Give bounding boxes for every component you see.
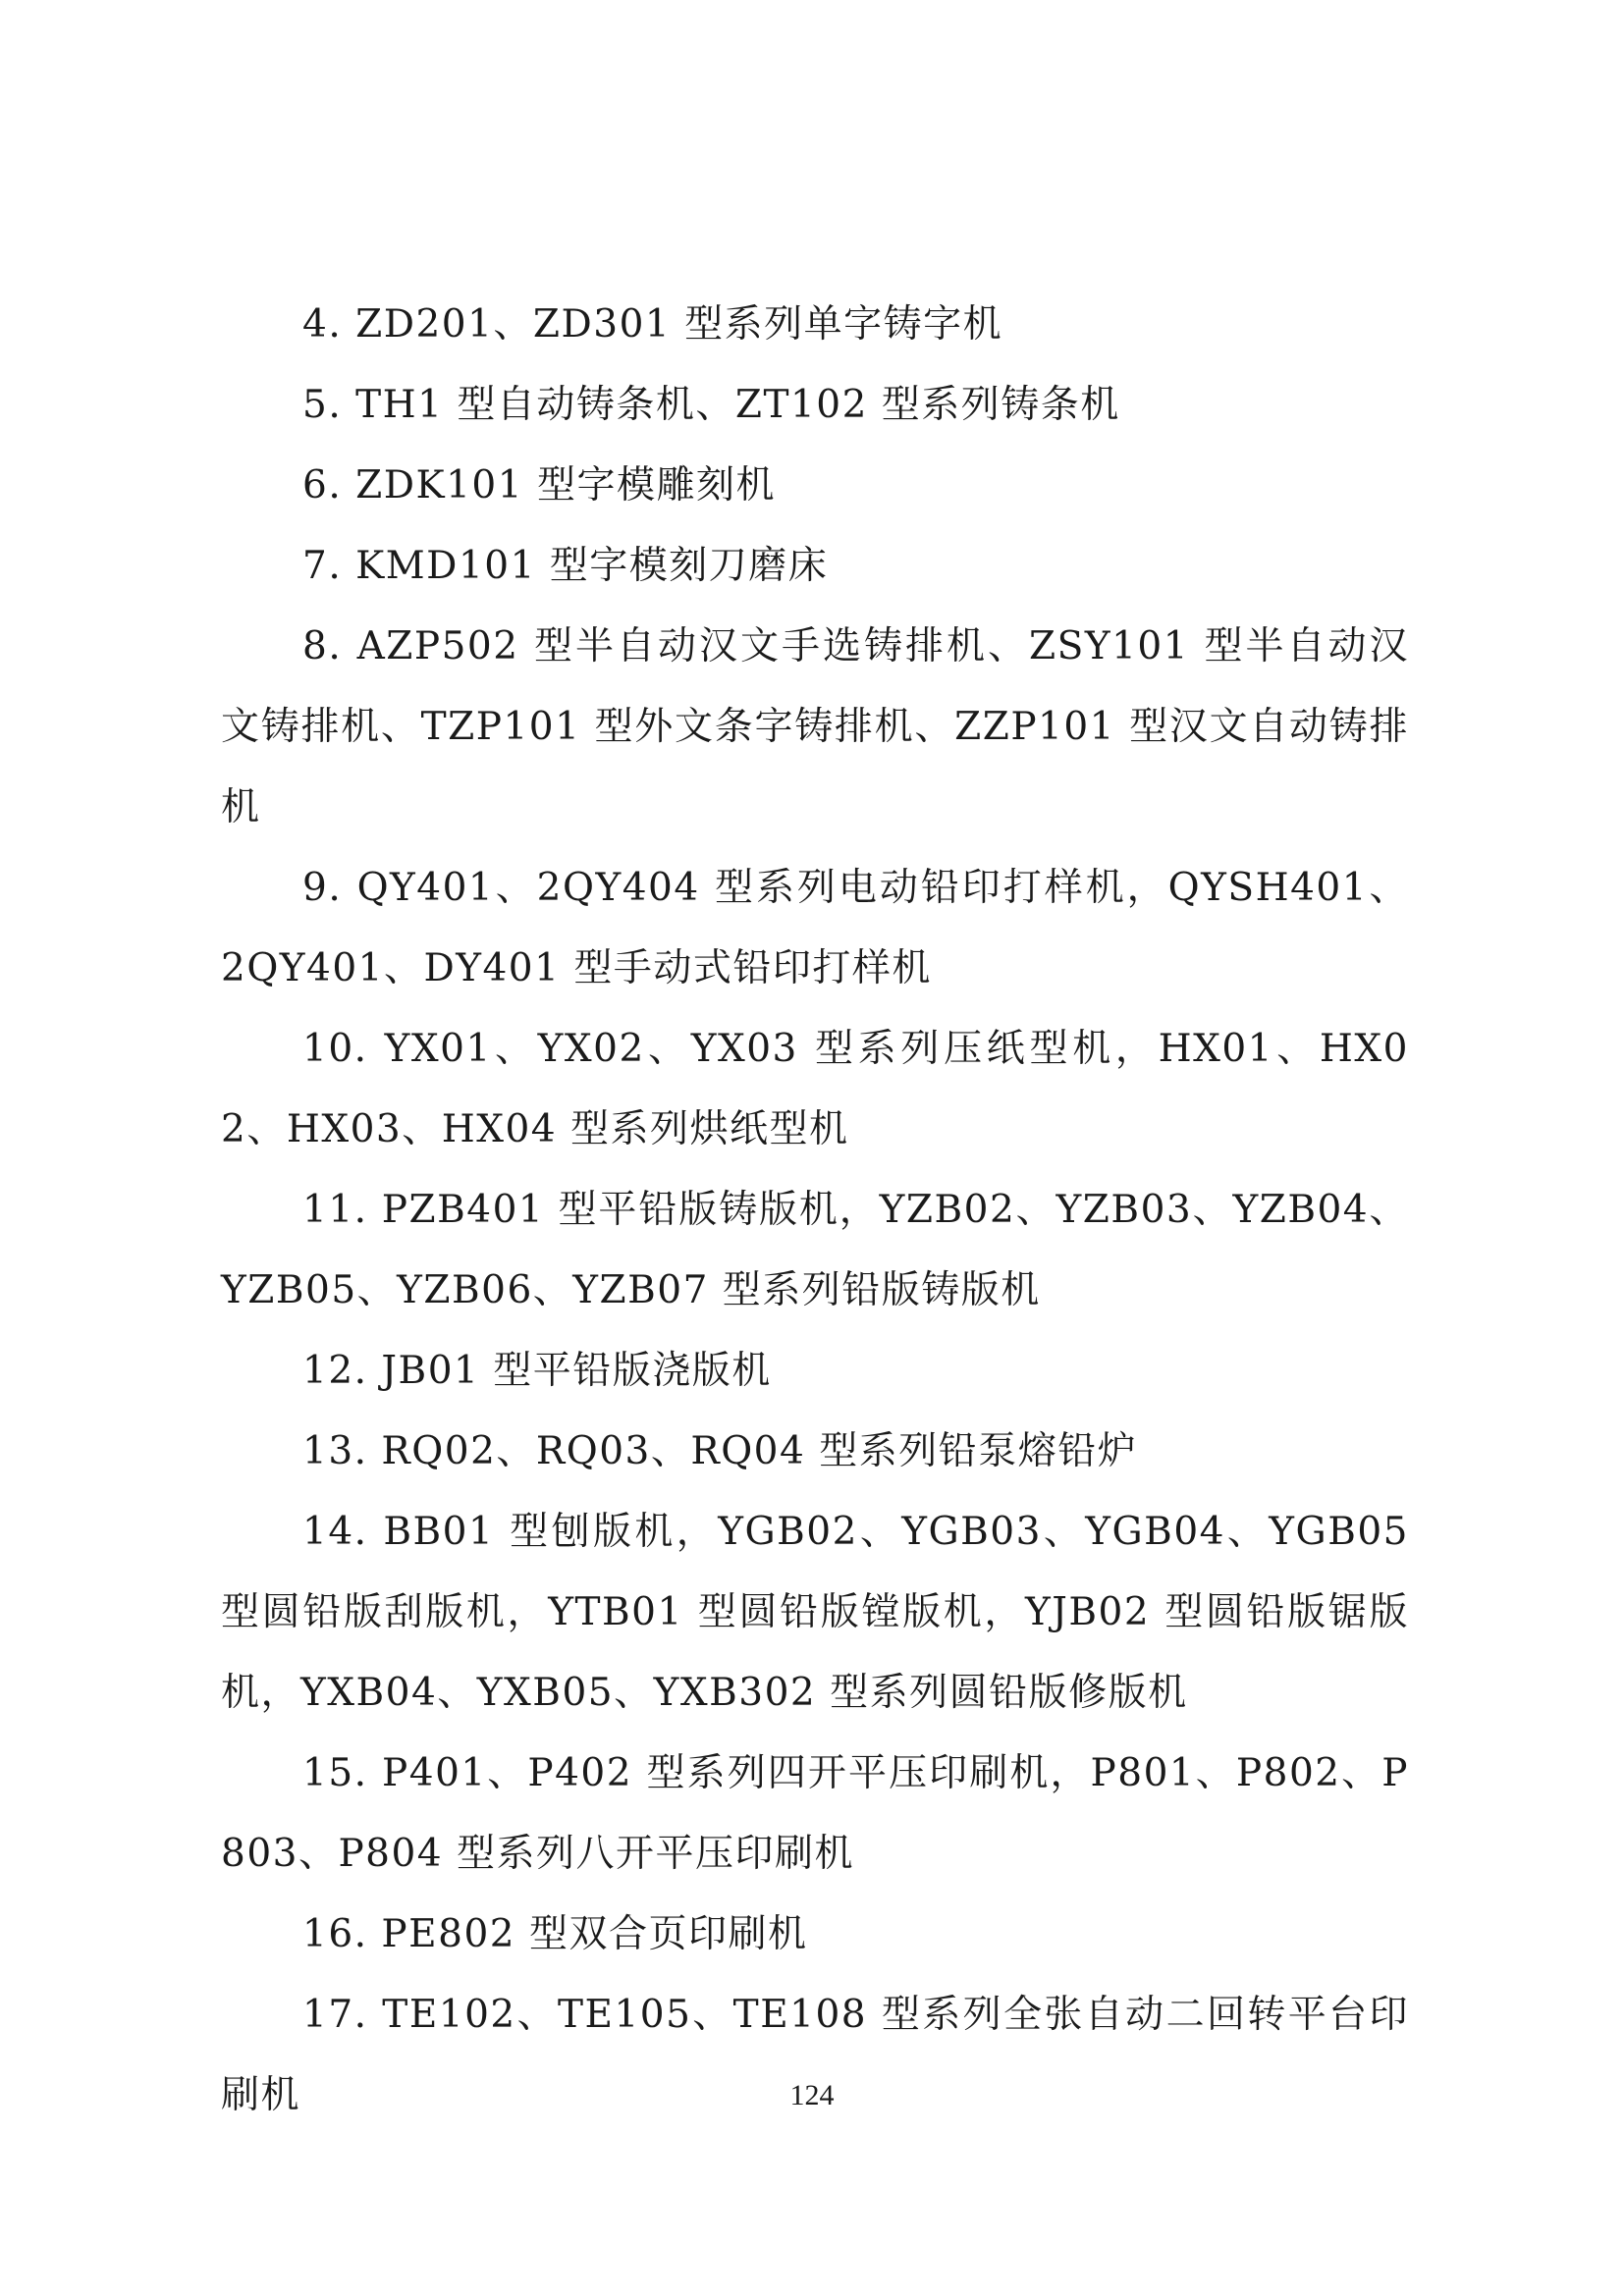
list-item: 5. TH1 型自动铸条机、ZT102 型系列铸条机 xyxy=(302,383,1120,427)
list-item: 8. AZP502 型半自动汉文手选铸排机、ZSY101 型半自动汉文铸排机、TZP101 型外文条字铸排机、ZZP101 型汉文自动铸排机 xyxy=(221,624,1409,829)
list-item: 14. BB01 型刨版机，YGB02、YGB03、YGB04、YGB05 型圆铅版刮版机，YTB01 型圆铅版镗版机，YJB02 型圆铅版锯版机，YXB04、YXB05、YXB302 型系列圆铅版修版机 xyxy=(221,1510,1409,1715)
list-item: 4. ZD201、ZD301 型系列单字铸字机 xyxy=(302,302,1003,347)
list-item: 7. KMD101 型字模刻刀磨床 xyxy=(302,544,829,588)
list-item: 10. YX01、YX02、YX03 型系列压纸型机，HX01、HX02、HX03、HX04 型系列烘纸型机 xyxy=(221,1027,1409,1151)
page-number: 124 xyxy=(789,2079,835,2111)
list-item: 12. JB01 型平铅版浇版机 xyxy=(302,1349,772,1393)
list-item: 13. RQ02、RQ03、RQ04 型系列铅泵熔铅炉 xyxy=(302,1429,1138,1473)
list-item: 9. QY401、2QY404 型系列电动铅印打样机，QYSH401、2QY401、DY401 型手动式铅印打样机 xyxy=(221,866,1409,990)
list-item: 6. ZDK101 型字模雕刻机 xyxy=(302,463,776,507)
document-body xyxy=(221,285,1409,2136)
list-item: 17. TE102、TE105、TE108 型系列全张自动二回转平台印刷机 xyxy=(221,1993,1409,2117)
list-item: 15. P401、P402 型系列四开平压印刷机，P801、P802、P803、P804 型系列八开平压印刷机 xyxy=(221,1751,1409,1876)
list-item: 16. PE802 型双合页印刷机 xyxy=(302,1912,808,1956)
list-item: 11. PZB401 型平铅版铸版机，YZB02、YZB03、YZB04、YZB05、YZB06、YZB07 型系列铅版铸版机 xyxy=(221,1188,1409,1312)
